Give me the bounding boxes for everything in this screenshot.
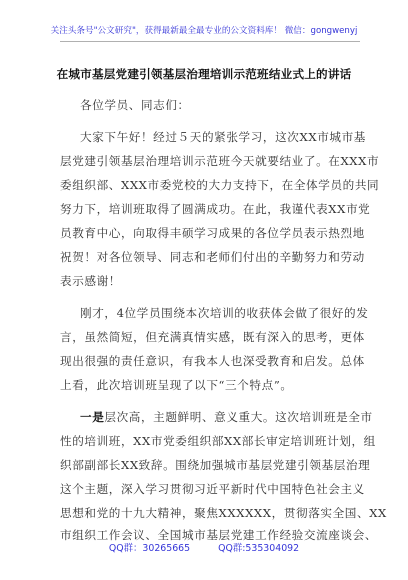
paragraph-1-line-5: 员教育中心，向取得丰硕学习成果的各位学员表示热烈地 [60, 226, 365, 240]
salutation: 各位学员、同志们： [80, 98, 190, 112]
paragraph-3-line-2: 性的培训班，XX市党委组织部XX部长审定培训班计划，组 [60, 434, 376, 448]
paragraph-1-line-1: 大家下午好！经过５天的紧张学习，这次XX市城市基 [80, 130, 366, 144]
paragraph-1-line-7: 表示感谢！ [60, 274, 121, 288]
paragraph-1-line-2: 层党建引领基层治理培训示范班今天就要结业了。在XXX市 [60, 154, 380, 168]
paragraph-2-line-4: 上看，此次培训班呈现了以下“三个特点”。 [60, 378, 293, 392]
paragraph-3-line-1-text: 层次高，主题鲜明、意义重大。这次培训班是全市 [104, 410, 373, 424]
footer-contact [0, 540, 408, 554]
footer-qq-group-1: QQ群：30265665 [108, 543, 191, 554]
paragraph-1-line-4: 努力下，培训班取得了圆满成功。在此，我谨代表XX市党 [60, 202, 371, 216]
paragraph-2-line-2: 言，虽然简短，但充满真情实感，既有深入的思考，更体 [60, 330, 365, 344]
header-promo-note: 关注头条号"公文研究"，获得最新最全最专业的公文资料库！ 微信：gongwenyj [50, 26, 358, 36]
paragraph-3-line-3: 织部副部长XX致辞。围绕加强城市基层党建引领基层治理 [60, 458, 371, 472]
document-title: 在城市基层党建引领基层治理培训示范班结业式上的讲话 [56, 67, 352, 81]
paragraph-3-lead: 一是 [80, 410, 105, 424]
paragraph-3-line-6: 市组织工作会议、全国城市基层党建工作经验交流座谈会、 [60, 528, 378, 542]
header-divider [60, 41, 360, 42]
paragraph-2-line-3: 现出很强的责任意识，有我本人也深受教育和启发。总体 [60, 354, 365, 368]
paragraph-1-line-3: 委组织部、XXX市委党校的大力支持下，在全体学员的共同 [60, 178, 380, 192]
paragraph-3-line-1 [80, 409, 373, 425]
footer-qq-group-2: QQ群:535304092 [218, 543, 300, 554]
paragraph-2-line-1: 刚才，4位学员围绕本次培训的收获体会做了很好的发 [80, 306, 369, 320]
paragraph-3-line-4: 这个主题，深入学习贯彻习近平新时代中国特色社会主义 [60, 482, 365, 496]
paragraph-3-line-5: 思想和党的十九大精神，聚焦XXXXXX，贯彻落实全国、XX [60, 506, 387, 520]
paragraph-1-line-6: 祝贺！对各位领导、同志和老师们付出的辛勤努力和劳动 [60, 250, 365, 264]
